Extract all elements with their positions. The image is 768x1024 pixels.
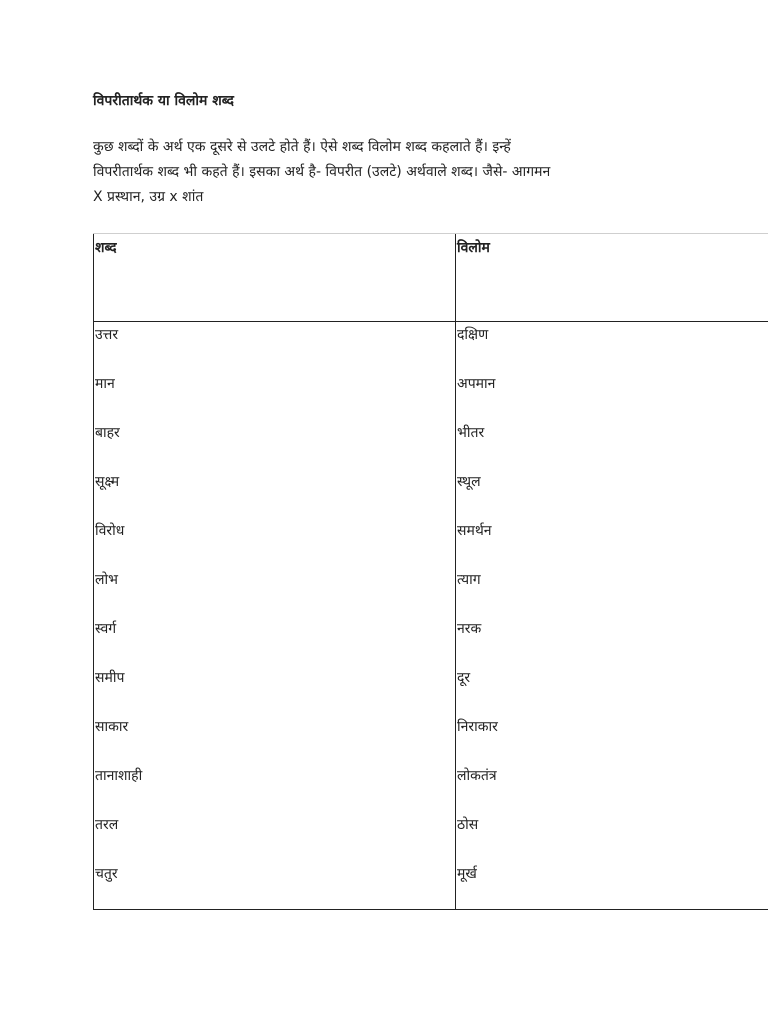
antonym-cell: मूर्ख [456,861,768,910]
word-cell: उत्तर [94,322,456,371]
antonym-table [93,233,768,910]
table-row [94,763,768,812]
antonym-cell: त्याग [456,567,768,616]
word-cell: साकार [94,714,456,763]
antonym-cell: दक्षिण [456,322,768,371]
word-cell: मान [94,371,456,420]
word-cell: चतुर [94,861,456,910]
table-row [94,861,768,910]
intro-line: कुछ शब्दों के अर्थ एक दूसरे से उलटे होते हैं। ऐसे शब्द विलोम शब्द कहलाते हैं। इन्हें [93,139,511,155]
intro-paragraph [93,135,678,210]
word-cell: बाहर [94,420,456,469]
table-row [94,469,768,518]
table-row [94,616,768,665]
word-cell: विरोध [94,518,456,567]
word-cell: समीप [94,665,456,714]
table-row [94,665,768,714]
table-row [94,322,768,371]
antonym-cell: अपमान [456,371,768,420]
header-antonym: विलोम [456,234,768,322]
antonym-cell: नरक [456,616,768,665]
intro-line: X प्रस्थान, उग्र x शांत [93,189,204,205]
header-word: शब्द [94,234,456,322]
table-row [94,567,768,616]
table-row [94,371,768,420]
table-row [94,812,768,861]
word-cell: सूक्ष्म [94,469,456,518]
antonym-cell: समर्थन [456,518,768,567]
antonym-cell: निराकार [456,714,768,763]
word-cell: स्वर्ग [94,616,456,665]
table-header-row [94,234,768,322]
antonym-cell: भीतर [456,420,768,469]
table-row [94,420,768,469]
antonym-cell: ठोस [456,812,768,861]
table-row [94,518,768,567]
antonym-cell: स्थूल [456,469,768,518]
word-cell: लोभ [94,567,456,616]
word-cell: तानाशाही [94,763,456,812]
word-cell: तरल [94,812,456,861]
document-title: विपरीतार्थक या विलोम शब्द [93,93,234,109]
antonym-cell: लोकतंत्र [456,763,768,812]
intro-line: विपरीतार्थक शब्द भी कहते हैं। इसका अर्थ है- विपरीत (उलटे) अर्थवाले शब्द। जैसे- आगमन [93,164,551,180]
table-row [94,714,768,763]
antonym-cell: दूर [456,665,768,714]
